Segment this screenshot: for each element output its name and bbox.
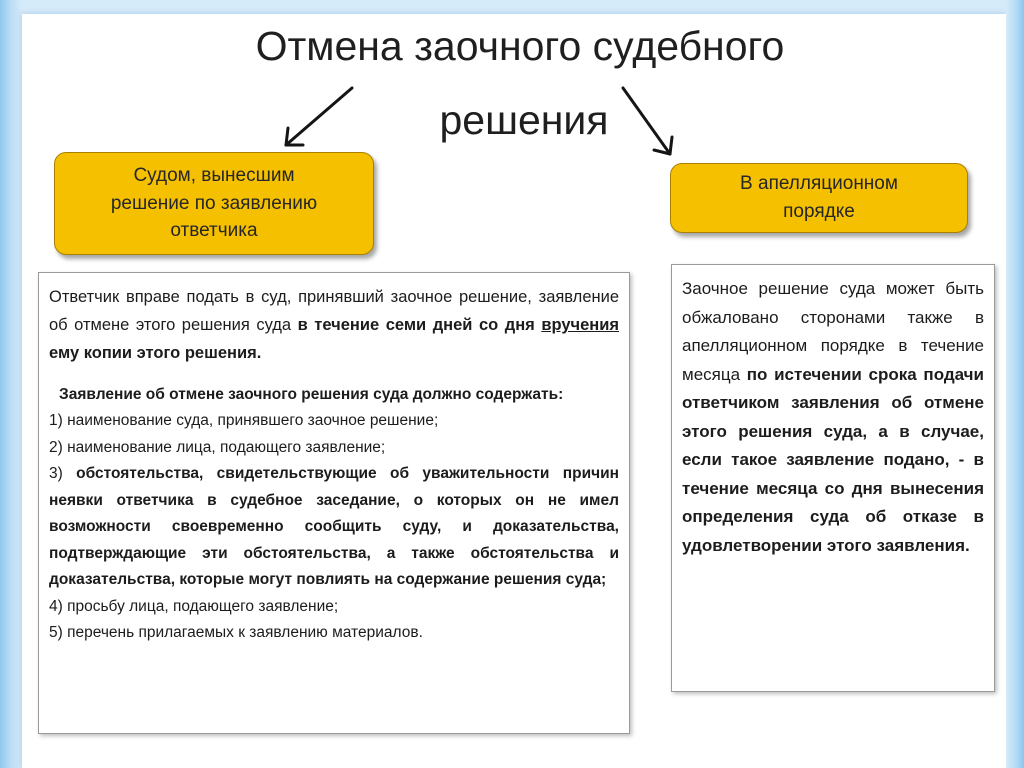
- branch-header-court-line2: решение по заявлению: [110, 192, 318, 214]
- list-item-circumstances-bold: обстоятельства, свидетельствующие об уважительности причин неявки ответчика в судебное заседание, о которых он не имел возможности своевременно сообщить суду, и доказательства, подтверждающие эти обстоятельства, а также обстоятельства и доказательства, которые могут повлиять на содержание решения суда;: [49, 465, 619, 588]
- list-item-number: 3): [49, 465, 77, 482]
- court-intro-deadline-bold: в течение семи дней со дня: [297, 316, 542, 334]
- list-item: 1) наименование суда, принявшего заочное решение;: [49, 412, 439, 429]
- list-item: 5) перечень прилагаемых к заявлению материалов.: [49, 624, 423, 641]
- list-item: 2) наименование лица, подающего заявление;: [49, 438, 386, 456]
- branch-header-appeal: [670, 163, 968, 233]
- court-intro-text: Ответчик вправе подать в суд, принявший заочное решение, заявление об отмене этого решения суда: [49, 288, 619, 334]
- court-intro-delivery-underlined: вручения: [541, 316, 620, 334]
- appeal-procedure-text: [682, 275, 984, 560]
- list-item: 4) просьбу лица, подающего заявление;: [49, 597, 339, 615]
- branch-header-appeal-line2: порядке: [783, 201, 855, 222]
- slide-title-line1: Отмена заочного судебного: [255, 23, 785, 69]
- application-contents-heading: Заявление об отмене заочного решения суда должно содержать:: [59, 386, 564, 403]
- court-intro-copy-bold: ему копии этого решения.: [49, 344, 262, 362]
- court-procedure-panel: [38, 272, 630, 734]
- branch-header-court-line3: ответчика: [170, 220, 258, 242]
- court-procedure-intro: [49, 283, 619, 367]
- application-contents-list: [49, 408, 619, 647]
- appeal-text-regular: Заочное решение суда может быть обжаловано сторонами также в апелляционном порядке в течение месяца: [682, 279, 984, 384]
- appeal-procedure-panel: [671, 264, 995, 692]
- list-item: [49, 461, 619, 594]
- appeal-text-bold: по истечении срока подачи ответчиком заявления об отмене этого решения суда, а в случае, если такое заявление подано, - в течение месяца со дня вынесения определения суда об отказе в удовлетворении этого заявления.: [682, 364, 985, 555]
- slide-title-line2: решения: [439, 97, 609, 143]
- branch-header-court: [54, 152, 374, 255]
- branch-header-appeal-line1: В апелляционном: [740, 173, 898, 195]
- branch-header-court-line1: Судом, вынесшим: [133, 165, 295, 187]
